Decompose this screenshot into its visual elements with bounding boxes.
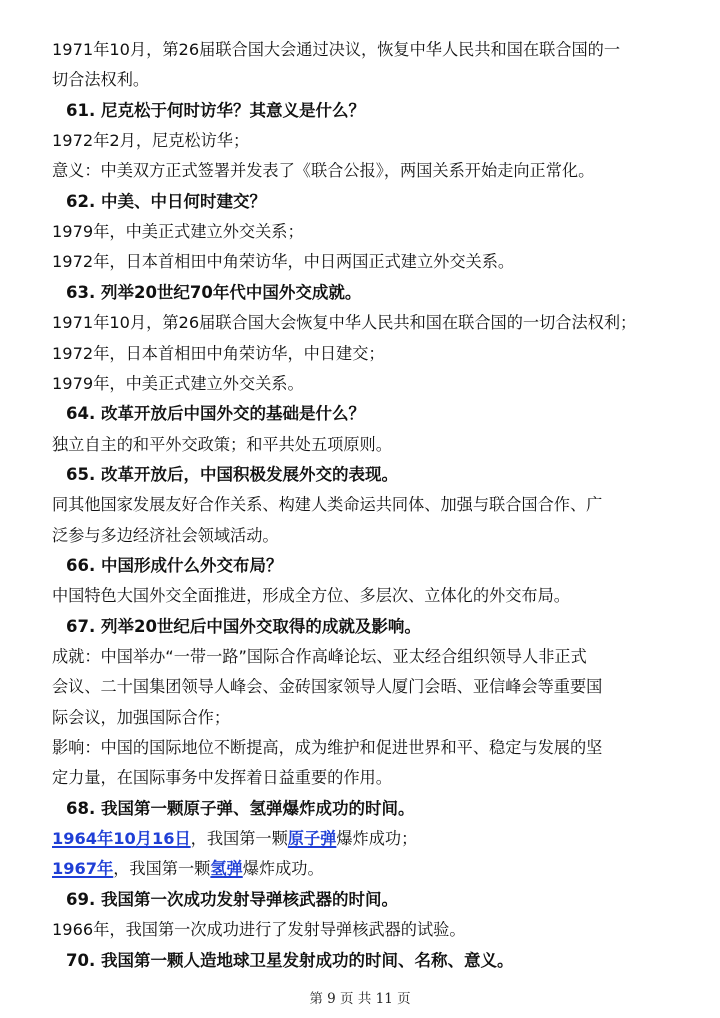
answer-line: 独立自主的和平外交政策；和平共处五项原则。 <box>52 434 392 454</box>
question-heading: 65. 改革开放后，中国积极发展外交的表现。 <box>66 464 398 484</box>
answer-line: 中国特色大国外交全面推进，形成全方位、多层次、立体化的外交布局。 <box>52 586 570 606</box>
highlighted-term: 原子弹 <box>287 829 337 849</box>
answer-line: 1972年2月，尼克松访华； <box>52 131 250 151</box>
highlighted-term: 1964年10月16日 <box>52 829 191 849</box>
answer-text: ，我国第一颗 <box>190 829 288 849</box>
question-heading: 64. 改革开放后中国外交的基础是什么？ <box>66 404 365 424</box>
answer-text: ，我国第一颗 <box>113 859 211 879</box>
answer-line: 际会议，加强国际合作； <box>52 707 231 727</box>
question-heading: 69. 我国第一次成功发射导弹核武器的时间。 <box>66 889 398 909</box>
answer-line: 1971年10月，第26届联合国大会通过决议，恢复中华人民共和国在联合国的一 <box>52 40 621 59</box>
page-footer: 第 9 页 共 11 页 <box>309 991 411 1007</box>
answer-line: 成就：中国举办“一带一路”国际合作高峰论坛、亚太经合组织领导人非正式 <box>52 647 587 666</box>
question-heading: 70. 我国第一颗人造地球卫星发射成功的时间、名称、意义。 <box>66 950 514 970</box>
answer-line: 1979年，中美正式建立外交关系。 <box>52 373 304 393</box>
answer-text: 爆炸成功。 <box>242 859 324 879</box>
question-heading: 67. 列举20世纪后中国外交取得的成就及影响。 <box>66 616 421 636</box>
answer-line: 1971年10月，第26届联合国大会恢复中华人民共和国在联合国的一切合法权利； <box>52 313 637 333</box>
answer-line: 同其他国家发展友好合作关系、构建人类命运共同体、加强与联合国合作、广 <box>52 495 603 515</box>
question-heading: 61. 尼克松于何时访华？其意义是什么？ <box>66 100 365 120</box>
answer-line: 泛参与多边经济社会领域活动。 <box>52 525 279 545</box>
answer-line: 1979年，中美正式建立外交关系； <box>52 222 304 242</box>
question-heading: 63. 列举20世纪70年代中国外交成就。 <box>66 282 362 302</box>
answer-line: 意义：中美双方正式签署并发表了《联合公报》，两国关系开始走向正常化。 <box>52 161 595 181</box>
question-heading: 68. 我国第一颗原子弹、氢弹爆炸成功的时间。 <box>66 798 415 818</box>
answer-line: 影响：中国的国际地位不断提高，成为维护和促进世界和平、稳定与发展的坚 <box>52 738 603 758</box>
question-heading: 62. 中美、中日何时建交？ <box>66 191 266 211</box>
answer-line: 定力量，在国际事务中发挥着日益重要的作用。 <box>52 768 392 788</box>
answer-line: 会议、二十国集团领导人峰会、金砖国家领导人厦门会晤、亚信峰会等重要国 <box>52 677 603 697</box>
answer-line-highlighted <box>52 827 692 851</box>
highlighted-term: 氢弹 <box>210 859 243 879</box>
answer-line: 1972年，日本首相田中角荣访华，中日建交； <box>52 343 385 363</box>
highlighted-term: 1967年 <box>52 859 114 879</box>
answer-line: 切合法权利。 <box>52 70 150 90</box>
question-heading: 66. 中国形成什么外交布局？ <box>66 555 283 575</box>
answer-line-highlighted <box>52 857 692 881</box>
answer-line: 1972年，日本首相田中角荣访华，中日两国正式建立外交关系。 <box>52 252 515 272</box>
answer-text: 爆炸成功； <box>336 829 418 849</box>
answer-line: 1966年，我国第一次成功进行了发射导弹核武器的试验。 <box>52 920 466 940</box>
